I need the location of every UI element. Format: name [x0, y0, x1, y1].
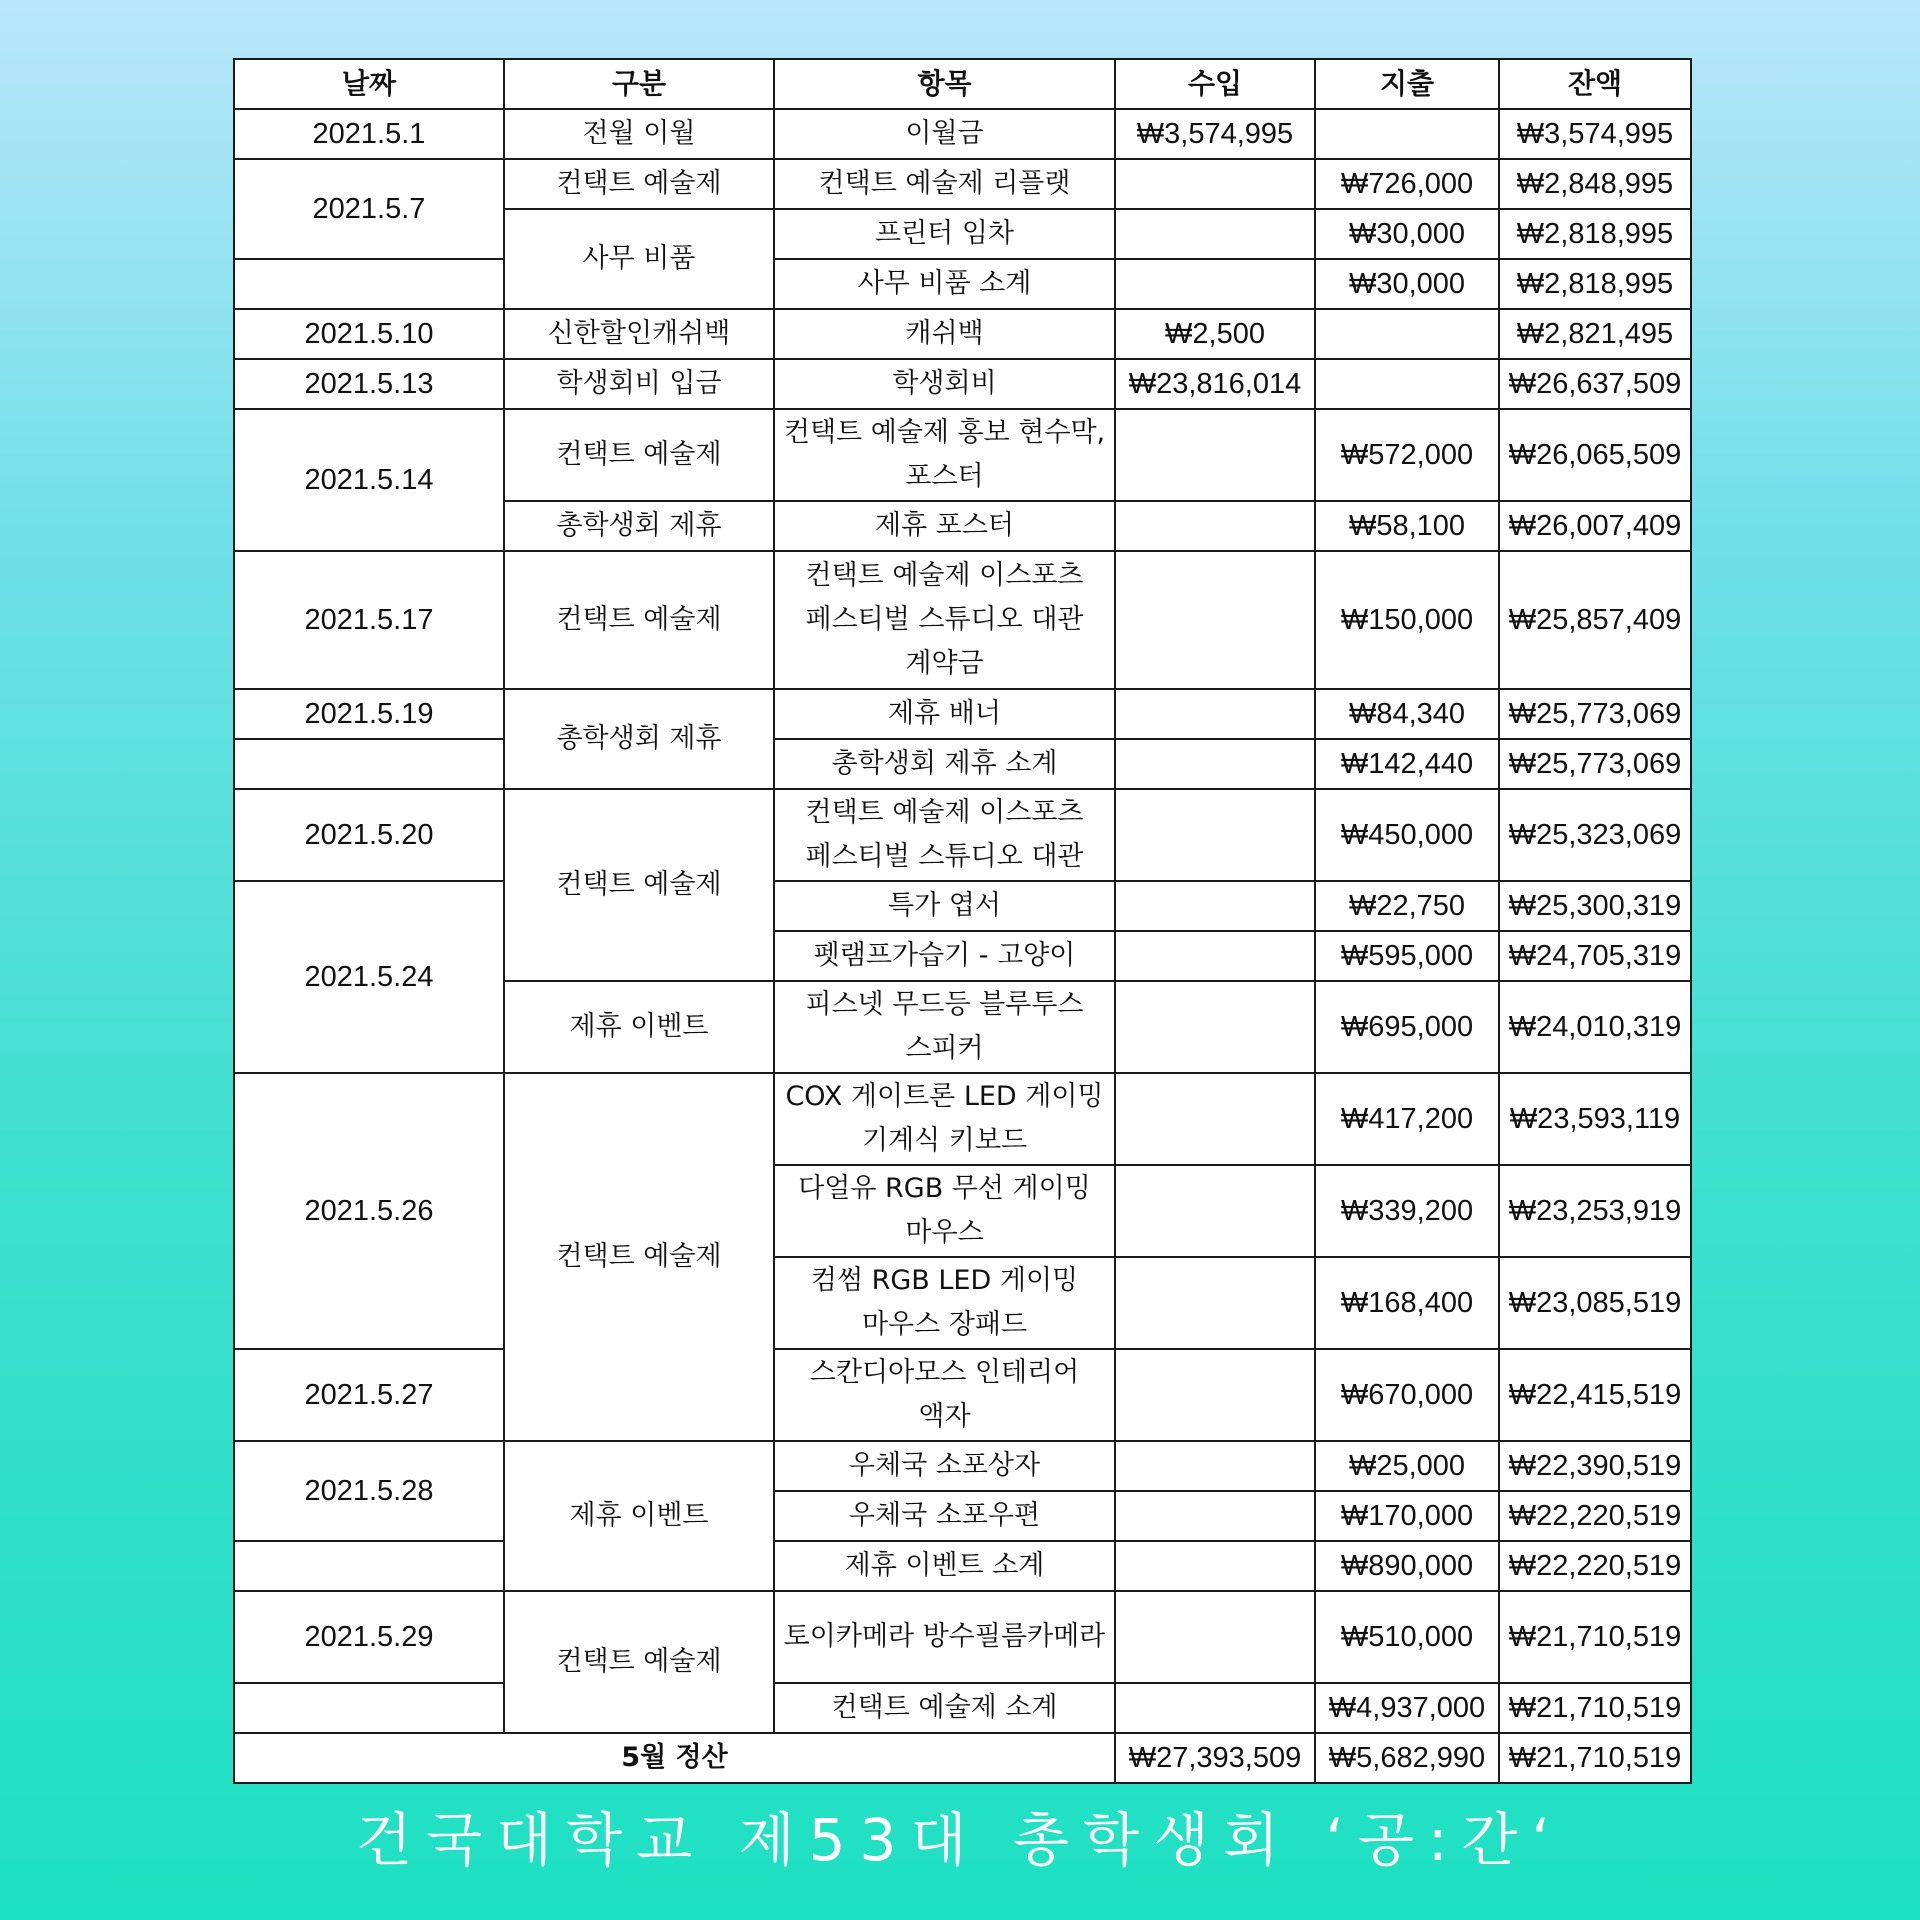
balance-cell: ₩25,323,069 — [1499, 789, 1691, 881]
expense-cell: ₩890,000 — [1315, 1541, 1499, 1591]
balance-cell: ₩21,710,519 — [1499, 1683, 1691, 1733]
expense-cell: ₩168,400 — [1315, 1257, 1499, 1349]
balance-cell: ₩22,390,519 — [1499, 1441, 1691, 1491]
expense-cell: ₩510,000 — [1315, 1591, 1499, 1683]
item-cell: 특가 엽서 — [774, 881, 1115, 931]
income-cell — [1115, 1165, 1315, 1257]
balance-cell: ₩24,010,319 — [1499, 981, 1691, 1073]
date-cell: 2021.5.24 — [234, 881, 504, 1073]
balance-cell: ₩24,705,319 — [1499, 931, 1691, 981]
header-category: 구분 — [504, 59, 774, 109]
balance-cell: ₩22,415,519 — [1499, 1349, 1691, 1441]
table-row — [234, 409, 1691, 501]
balance-cell: ₩2,818,995 — [1499, 259, 1691, 309]
table-row — [234, 309, 1691, 359]
category-cell: 제휴 이벤트 — [504, 1441, 774, 1591]
item-cell: 제휴 이벤트 소계 — [774, 1541, 1115, 1591]
income-cell — [1115, 1541, 1315, 1591]
item-cell: 컨택트 예술제 이스포츠 페스티벌 스튜디오 대관 계약금 — [774, 551, 1115, 689]
income-cell — [1115, 259, 1315, 309]
balance-cell: ₩2,821,495 — [1499, 309, 1691, 359]
category-cell: 총학생회 제휴 — [504, 501, 774, 551]
income-cell — [1115, 881, 1315, 931]
table-row — [234, 1683, 1691, 1733]
income-cell — [1115, 501, 1315, 551]
category-cell: 컨택트 예술제 — [504, 1591, 774, 1733]
item-cell: 다얼유 RGB 무선 게이밍 마우스 — [774, 1165, 1115, 1257]
date-cell: 2021.5.7 — [234, 159, 504, 259]
category-cell: 컨택트 예술제 — [504, 789, 774, 981]
expense-cell: ₩22,750 — [1315, 881, 1499, 931]
balance-cell: ₩25,773,069 — [1499, 689, 1691, 739]
balance-cell: ₩26,007,409 — [1499, 501, 1691, 551]
table-row — [234, 739, 1691, 789]
item-cell: 스칸디아모스 인테리어 액자 — [774, 1349, 1115, 1441]
category-cell: 학생회비 입금 — [504, 359, 774, 409]
income-cell — [1115, 551, 1315, 689]
table-row — [234, 259, 1691, 309]
total-expense: ₩5,682,990 — [1315, 1733, 1499, 1783]
header-expense: 지출 — [1315, 59, 1499, 109]
income-cell: ₩23,816,014 — [1115, 359, 1315, 409]
table-row — [234, 689, 1691, 739]
item-cell: 컨택트 예술제 소계 — [774, 1683, 1115, 1733]
date-cell — [234, 1541, 504, 1591]
table-row — [234, 551, 1691, 689]
table-row — [234, 1591, 1691, 1683]
footer-title: 건국대학교 제53대 총학생회 ‘공:간‘ — [356, 1806, 1564, 1874]
expense-cell: ₩695,000 — [1315, 981, 1499, 1073]
category-cell: 컨택트 예술제 — [504, 409, 774, 501]
table-row — [234, 1541, 1691, 1591]
balance-cell: ₩22,220,519 — [1499, 1541, 1691, 1591]
date-cell: 2021.5.1 — [234, 109, 504, 159]
category-cell: 사무 비품 — [504, 209, 774, 309]
item-cell: 이월금 — [774, 109, 1115, 159]
table-row — [234, 159, 1691, 209]
item-cell: 캐쉬백 — [774, 309, 1115, 359]
category-cell: 제휴 이벤트 — [504, 981, 774, 1073]
expense-cell: ₩726,000 — [1315, 159, 1499, 209]
table-row — [234, 1349, 1691, 1441]
income-cell — [1115, 931, 1315, 981]
total-balance: ₩21,710,519 — [1499, 1733, 1691, 1783]
header-row — [234, 59, 1691, 109]
category-cell: 컨택트 예술제 — [504, 159, 774, 209]
balance-cell: ₩3,574,995 — [1499, 109, 1691, 159]
income-cell — [1115, 1491, 1315, 1541]
balance-cell: ₩25,300,319 — [1499, 881, 1691, 931]
balance-cell: ₩25,857,409 — [1499, 551, 1691, 689]
date-cell: 2021.5.13 — [234, 359, 504, 409]
table-row — [234, 1441, 1691, 1491]
expense-cell: ₩339,200 — [1315, 1165, 1499, 1257]
item-cell: 컨택트 예술제 리플랫 — [774, 159, 1115, 209]
income-cell — [1115, 789, 1315, 881]
item-cell: 토이카메라 방수필름카메라 — [774, 1591, 1115, 1683]
date-cell: 2021.5.27 — [234, 1349, 504, 1441]
income-cell — [1115, 1683, 1315, 1733]
table-row — [234, 881, 1691, 931]
item-cell: COX 게이트론 LED 게이밍 기계식 키보드 — [774, 1073, 1115, 1165]
date-cell: 2021.5.28 — [234, 1441, 504, 1541]
expense-cell: ₩450,000 — [1315, 789, 1499, 881]
expense-cell: ₩25,000 — [1315, 1441, 1499, 1491]
balance-cell: ₩26,637,509 — [1499, 359, 1691, 409]
balance-cell: ₩23,085,519 — [1499, 1257, 1691, 1349]
expense-cell — [1315, 359, 1499, 409]
header-item: 항목 — [774, 59, 1115, 109]
header-date: 날짜 — [234, 59, 504, 109]
income-cell — [1115, 1257, 1315, 1349]
income-cell: ₩3,574,995 — [1115, 109, 1315, 159]
total-row — [234, 1733, 1691, 1783]
item-cell: 사무 비품 소계 — [774, 259, 1115, 309]
balance-cell: ₩23,593,119 — [1499, 1073, 1691, 1165]
date-cell: 2021.5.10 — [234, 309, 504, 359]
header-balance: 잔액 — [1499, 59, 1691, 109]
date-cell: 2021.5.20 — [234, 789, 504, 881]
expense-cell — [1315, 109, 1499, 159]
category-cell: 컨택트 예술제 — [504, 1073, 774, 1441]
table-row — [234, 359, 1691, 409]
total-label: 5월 정산 — [234, 1733, 1115, 1783]
item-cell: 컨택트 예술제 홍보 현수막, 포스터 — [774, 409, 1115, 501]
date-cell: 2021.5.19 — [234, 689, 504, 739]
total-income: ₩27,393,509 — [1115, 1733, 1315, 1783]
income-cell — [1115, 739, 1315, 789]
table-row — [234, 1073, 1691, 1165]
item-cell: 컴썸 RGB LED 게이밍 마우스 장패드 — [774, 1257, 1115, 1349]
income-cell: ₩2,500 — [1115, 309, 1315, 359]
income-cell — [1115, 409, 1315, 501]
income-cell — [1115, 1349, 1315, 1441]
date-cell: 2021.5.29 — [234, 1591, 504, 1683]
header-income: 수입 — [1115, 59, 1315, 109]
date-cell: 2021.5.26 — [234, 1073, 504, 1349]
expense-cell: ₩84,340 — [1315, 689, 1499, 739]
item-cell: 컨택트 예술제 이스포츠 페스티벌 스튜디오 대관 — [774, 789, 1115, 881]
expense-cell: ₩150,000 — [1315, 551, 1499, 689]
item-cell: 펫램프가습기 - 고양이 — [774, 931, 1115, 981]
category-cell: 전월 이월 — [504, 109, 774, 159]
category-cell: 컨택트 예술제 — [504, 551, 774, 689]
item-cell: 제휴 포스터 — [774, 501, 1115, 551]
expense-cell: ₩595,000 — [1315, 931, 1499, 981]
expense-cell: ₩30,000 — [1315, 259, 1499, 309]
finance-ledger-table — [233, 58, 1692, 1784]
balance-cell: ₩2,848,995 — [1499, 159, 1691, 209]
balance-cell: ₩25,773,069 — [1499, 739, 1691, 789]
expense-cell: ₩30,000 — [1315, 209, 1499, 259]
table-row — [234, 789, 1691, 881]
category-cell: 신한할인캐쉬백 — [504, 309, 774, 359]
date-cell: 2021.5.17 — [234, 551, 504, 689]
income-cell — [1115, 1591, 1315, 1683]
income-cell — [1115, 159, 1315, 209]
expense-cell: ₩572,000 — [1315, 409, 1499, 501]
income-cell — [1115, 209, 1315, 259]
date-cell — [234, 739, 504, 789]
item-cell: 프린터 임차 — [774, 209, 1115, 259]
date-cell — [234, 259, 504, 309]
category-cell: 총학생회 제휴 — [504, 689, 774, 789]
income-cell — [1115, 1441, 1315, 1491]
expense-cell: ₩170,000 — [1315, 1491, 1499, 1541]
expense-cell: ₩58,100 — [1315, 501, 1499, 551]
expense-cell: ₩417,200 — [1315, 1073, 1499, 1165]
item-cell: 제휴 배너 — [774, 689, 1115, 739]
date-cell: 2021.5.14 — [234, 409, 504, 551]
date-cell — [234, 1683, 504, 1733]
balance-cell: ₩2,818,995 — [1499, 209, 1691, 259]
expense-cell: ₩4,937,000 — [1315, 1683, 1499, 1733]
item-cell: 학생회비 — [774, 359, 1115, 409]
expense-cell: ₩670,000 — [1315, 1349, 1499, 1441]
income-cell — [1115, 1073, 1315, 1165]
item-cell: 총학생회 제휴 소계 — [774, 739, 1115, 789]
item-cell: 우체국 소포상자 — [774, 1441, 1115, 1491]
expense-cell — [1315, 309, 1499, 359]
table-row — [234, 109, 1691, 159]
income-cell — [1115, 689, 1315, 739]
balance-cell: ₩23,253,919 — [1499, 1165, 1691, 1257]
expense-cell: ₩142,440 — [1315, 739, 1499, 789]
balance-cell: ₩22,220,519 — [1499, 1491, 1691, 1541]
item-cell: 피스넷 무드등 블루투스 스피커 — [774, 981, 1115, 1073]
income-cell — [1115, 981, 1315, 1073]
balance-cell: ₩21,710,519 — [1499, 1591, 1691, 1683]
balance-cell: ₩26,065,509 — [1499, 409, 1691, 501]
item-cell: 우체국 소포우편 — [774, 1491, 1115, 1541]
